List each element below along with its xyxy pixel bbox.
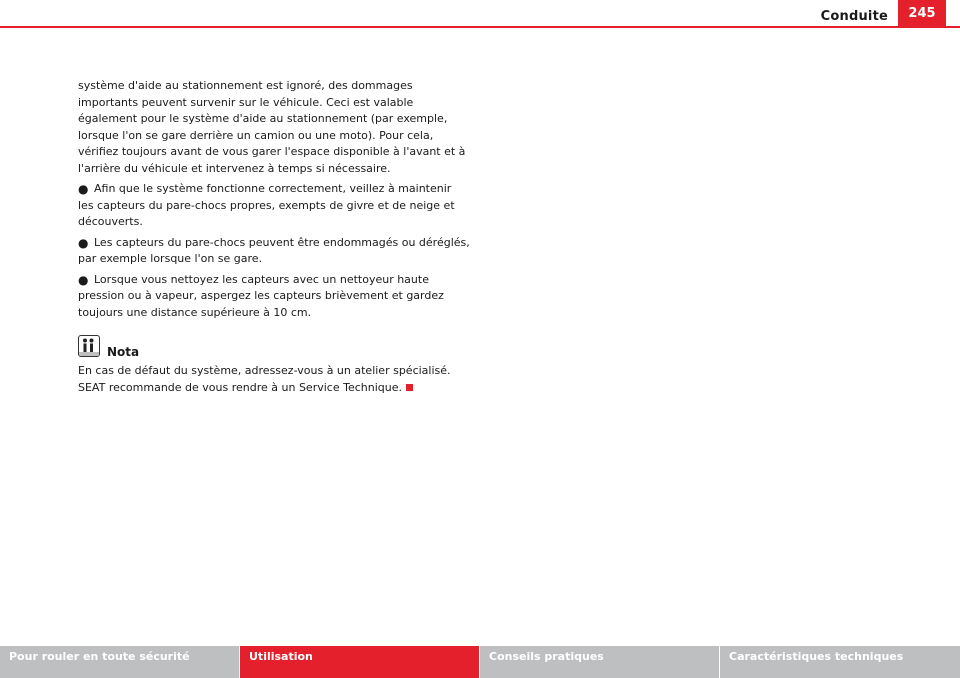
page-number: 245 xyxy=(898,0,946,27)
list-item xyxy=(78,181,470,231)
tab-conseils-pratiques[interactable]: Conseils pratiques xyxy=(480,646,720,678)
intro-paragraph: système d'aide au stationnement est ignoré, des dommages importants peuvent survenir sur le véhicule. Ceci est valable également pour le système d'aide au stationnement (par exemple, lorsque l'on se gare derrière un camion ou une moto). Pour cela, vérifiez toujours avant de vous garer l'espace disponible à l'avant et à l'arrière du véhicule et intervenez à temps si nécessaire. xyxy=(78,79,466,175)
bullet-text: Les capteurs du pare-chocs peuvent être endommagés ou déréglés, par exemple lorsque l'on se gare. xyxy=(78,235,470,265)
note-paragraph xyxy=(78,363,470,396)
tab-utilisation[interactable]: Utilisation xyxy=(240,646,480,678)
bullet-icon: ● xyxy=(78,272,89,287)
header-rule xyxy=(0,26,960,28)
bullet-text: Afin que le système fonctionne correctement, veillez à maintenir les capteurs du pare-chocs propres, exempts de givre et de neige et découverts. xyxy=(78,182,455,228)
bullet-icon: ● xyxy=(78,235,89,250)
page-content xyxy=(78,78,470,400)
chapter-title: Conduite xyxy=(820,9,888,24)
note-heading xyxy=(78,335,470,363)
bullet-text: Lorsque vous nettoyez les capteurs avec un nettoyeur haute pression ou à vapeur, aspergez les capteurs brièvement et gardez toujours une distance supérieure à 10 cm. xyxy=(78,272,444,319)
note-label: Nota xyxy=(107,345,140,359)
footer-nav xyxy=(0,646,960,678)
tab-pour-rouler-en-toute-securite[interactable]: Pour rouler en toute sécurité xyxy=(0,646,240,678)
note-text: En cas de défaut du système, adressez-vous à un atelier spécialisé. SEAT recommande de vous rendre à un Service Technique. xyxy=(78,364,451,394)
bullet-icon: ● xyxy=(78,182,89,196)
tab-caracteristiques-techniques[interactable]: Caractéristiques techniques xyxy=(720,646,960,678)
red-square-icon xyxy=(406,384,413,391)
info-person-icon xyxy=(78,335,100,357)
list-item xyxy=(78,235,470,268)
list-item xyxy=(78,272,470,322)
